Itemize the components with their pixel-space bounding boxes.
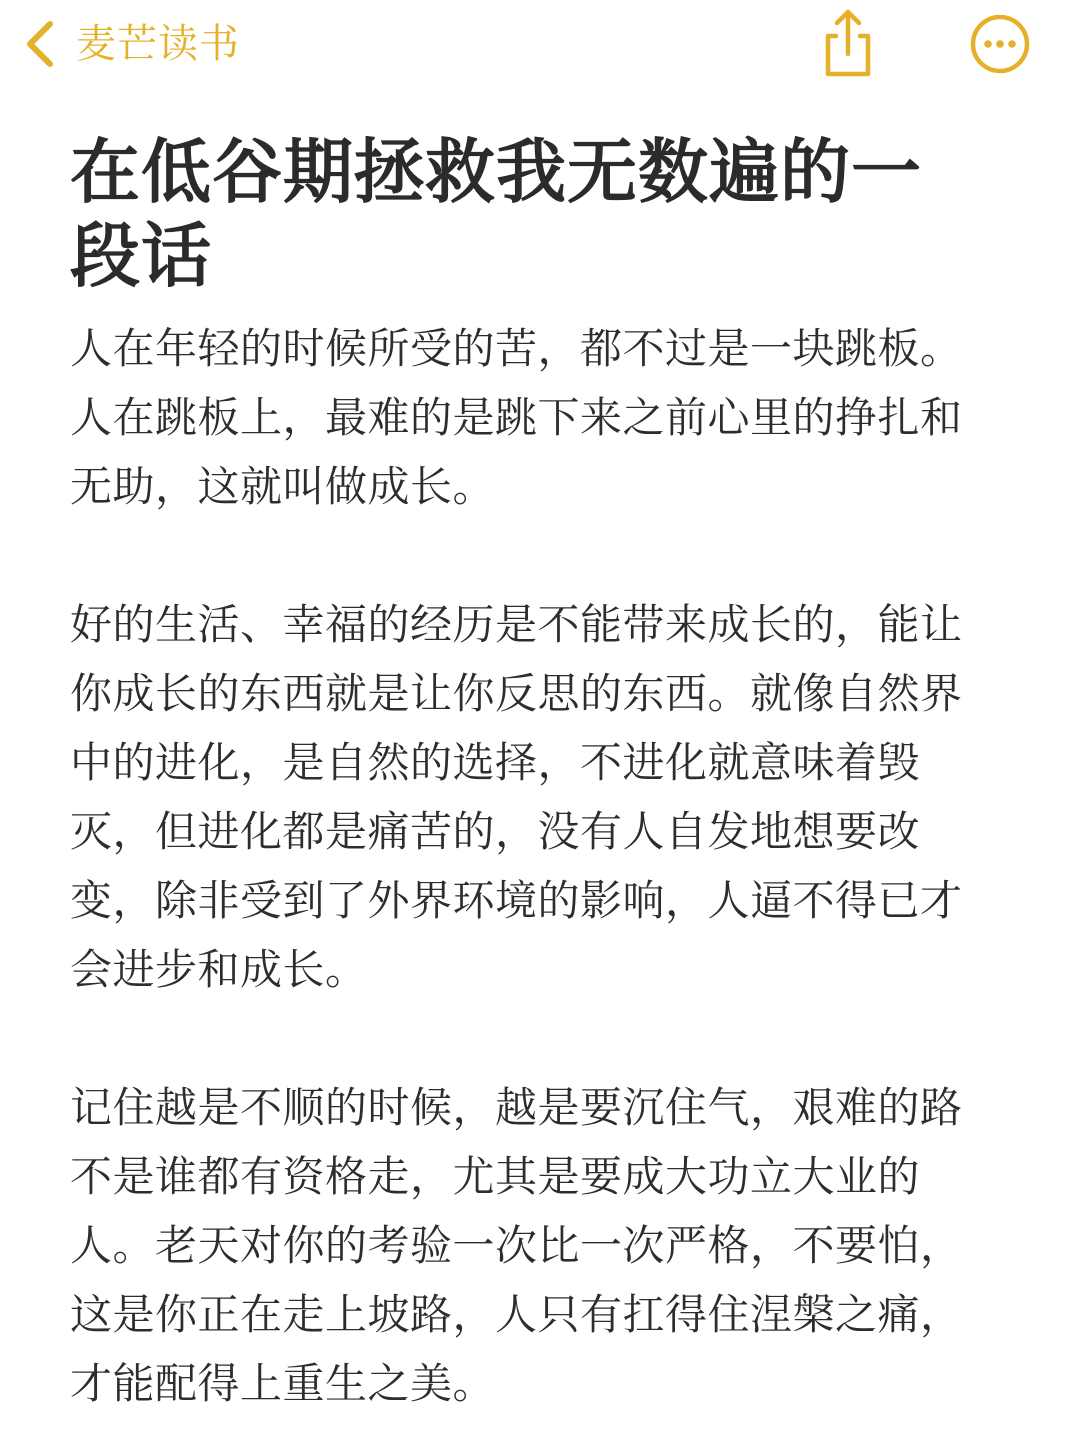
paragraph-2: 好的生活、幸福的经历是不能带来成长的，能让你成长的东西就是让你反思的东西。就像自然界中的进化，是自然的选择，不进化就意味着毁灭，但进化都是痛苦的，没有人自发地想要改变，除非受到了外界环境的影响，人逼不得已才会进步和成长。 — [70, 600, 963, 994]
paragraph-1: 人在年轻的时候所受的苦，都不过是一块跳板。人在跳板上，最难的是跳下来之前心里的挣扎和无助，这就叫做成长。 — [70, 324, 963, 511]
article-content — [70, 130, 1010, 1418]
back-label: 麦芒读书 — [76, 21, 240, 67]
paragraph-3: 记住越是不顺的时候，越是要沉住气，艰难的路不是谁都有资格走，尤其是要成大功立大业的人。老天对你的考验一次比一次严格，不要怕，这是你正在走上坡路，人只有扛得住涅槃之痛，才能配得上重生之美。 — [70, 1083, 963, 1408]
more-button[interactable] — [964, 6, 1036, 78]
more-icon — [964, 6, 1036, 78]
back-button[interactable] — [22, 14, 240, 74]
article-title: 在低谷期拯救我无数遍的一段话 — [70, 131, 922, 297]
chevron-left-icon — [22, 20, 58, 68]
share-icon — [812, 6, 884, 78]
share-button[interactable] — [812, 6, 884, 78]
navigation-bar — [0, 0, 1080, 90]
